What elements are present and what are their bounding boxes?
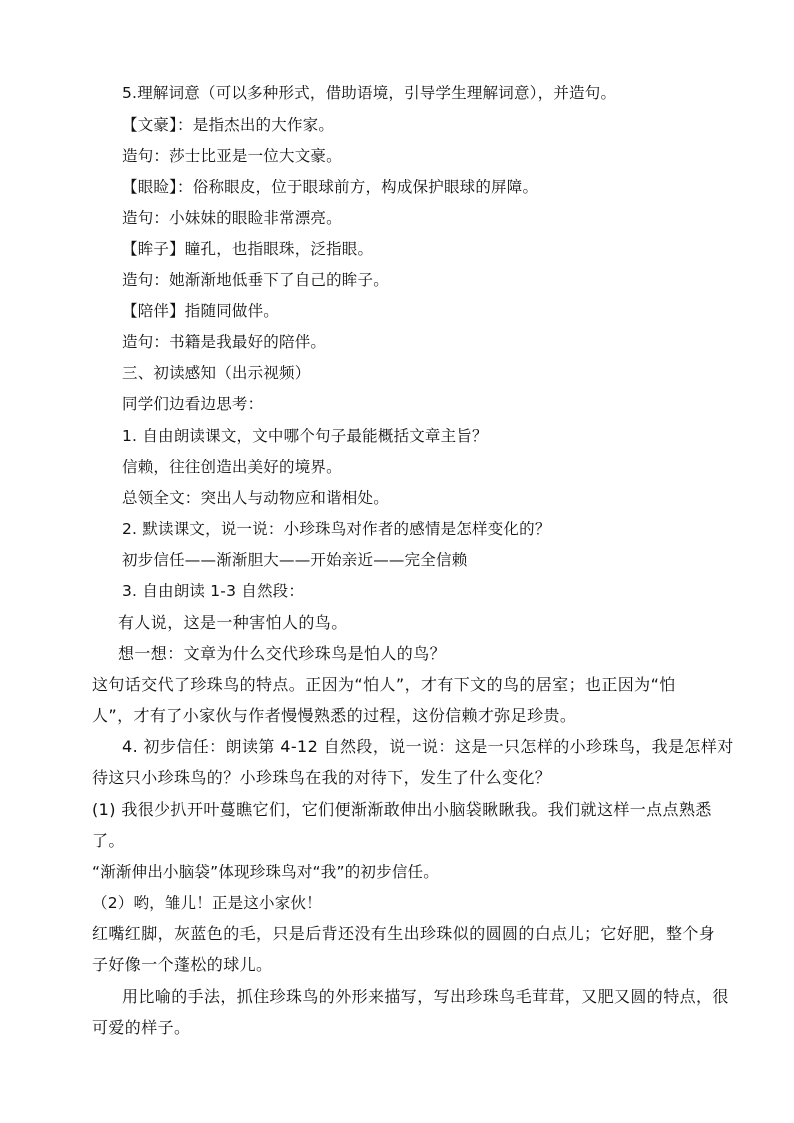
text-line: 待这只小珍珠鸟的？小珍珠鸟在我的对待下，发生了什么变化？ [92, 768, 552, 787]
text-line: 红嘴红脚，灰蓝色的毛，只是后背还没有生出珍珠似的圆圆的白点儿；它好肥，整个身 [92, 924, 716, 943]
text-line: 子好像一个蓬松的球儿。 [92, 955, 273, 974]
text-line: 同学们边看边思考： [122, 395, 264, 413]
text-line: 了。 [92, 831, 125, 850]
text-line: 【文豪】：是指杰出的大作家。 [122, 116, 335, 134]
text-line: 1. 自由朗读课文，文中哪个句子最能概括文章主旨？ [122, 427, 488, 445]
text-line: 造句：小妹妹的眼睑非常漂亮。 [122, 209, 342, 227]
text-line: 【陪伴】指随同做伴。 [122, 302, 280, 320]
text-line: “渐渐伸出小脑袋”体现珍珠鸟对“我”的初步信任。 [92, 863, 439, 881]
text-line: 有人说，这是一种害怕人的鸟。 [118, 613, 348, 632]
text-line: 5.理解词意（可以多种形式，借助语境，引导学生理解词意），并造句。 [122, 84, 617, 102]
text-line: (1) 我很少扒开叶蔓瞧它们，它们便渐渐敢伸出小脑袋瞅瞅我。我们就这样一点点熟悉 [92, 800, 712, 819]
text-line: （2）哟，雏儿！正是这小家伙！ [92, 894, 322, 912]
text-line: 可爱的样子。 [92, 1018, 191, 1037]
text-line: 【眼睑】：俗称眼皮，位于眼球前方，构成保护眼球的屏障。 [122, 178, 539, 196]
text-line: 造句：她渐渐地低垂下了自己的眸子。 [122, 271, 389, 289]
text-line: 【眸子】瞳孔，也指眼珠，泛指眼。 [122, 240, 374, 258]
text-line: 初步信任——渐渐胆大——开始亲近——完全信赖 [122, 551, 468, 569]
text-line: 造句：莎士比亚是一位大文豪。 [122, 147, 342, 165]
text-line: 三、初读感知（出示视频） [122, 364, 311, 382]
text-line: 4. 初步信任：朗读第 4-12 自然段，说一说：这是一只怎样的小珍珠鸟，我是怎样对 [122, 737, 734, 756]
text-line: 3. 自由朗读 1-3 自然段： [122, 582, 305, 600]
text-line: 这句话交代了珍珠鸟的特点。正因为“怕人”，才有下文的鸟的居室；也正因为“怕 [92, 675, 676, 694]
text-line: 想一想：文章为什么交代珍珠鸟是怕人的鸟？ [118, 644, 447, 663]
text-line: 用比喻的手法，抓住珍珠鸟的外形来描写，写出珍珠鸟毛茸茸，又肥又圆的特点，很 [122, 987, 729, 1006]
text-line: 信赖，往往创造出美好的境界。 [122, 458, 342, 476]
text-line: 总领全文：突出人与动物应和谐相处。 [122, 489, 389, 507]
text-line: 人”，才有了小家伙与作者慢慢熟悉的过程，这份信赖才弥足珍贵。 [92, 706, 577, 725]
text-line: 造句：书籍是我最好的陪伴。 [122, 333, 327, 351]
text-line: 2. 默读课文，说一说：小珍珠鸟对作者的感情是怎样变化的？ [122, 520, 551, 538]
